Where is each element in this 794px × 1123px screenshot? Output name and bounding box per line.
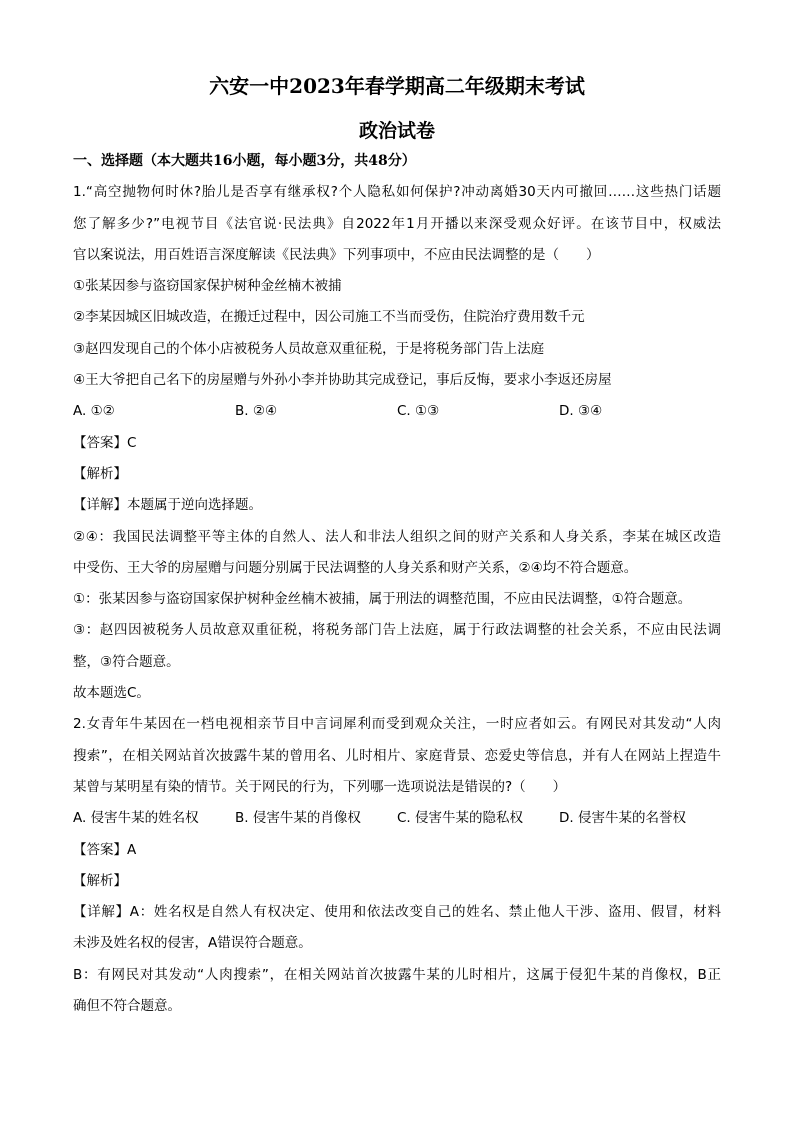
- detail-line: 确但不符合题意。: [73, 998, 181, 1015]
- option-d: D. 侵害牛某的名誉权: [559, 810, 686, 827]
- detail-line: 故本题选C。: [73, 685, 150, 702]
- question-stem-line: 某曾与某明星有染的情节。关于网民的行为，下列哪一选项说法是错误的?（ ）: [73, 778, 567, 795]
- question-stem-line: 搜索”，在相关网站首次披露牛某的曾用名、儿时相片、家庭背景、恋爱史等信息，并有人在网站上捏造牛: [73, 747, 721, 764]
- detail-line: ③：赵四因被税务人员故意双重征税，将税务部门告上法庭，属于行政法调整的社会关系，不应由民法调: [73, 622, 721, 639]
- question-stem-line: 您了解多少?”电视节目《法官说·民法典》自2022年1月开播以来深受观众好评。在该节目中，权威法: [73, 215, 721, 232]
- detail-line: 中受伤、王大爷的房屋赠与问题分别属于民法调整的人身关系和财产关系，②④均不符合题意。: [73, 559, 638, 576]
- detail-line: ②④：我国民法调整平等主体的自然人、法人和非法人组织之间的财产关系和人身关系，李某在城区改造: [73, 528, 721, 545]
- statement-item: ①张某因参与盗窃国家保护树种金丝楠木被捕: [73, 278, 342, 295]
- detail-line: 未涉及姓名权的侵害，A错误符合题意。: [73, 935, 312, 952]
- option-b: B. ②④: [235, 403, 278, 420]
- statement-item: ④王大爷把自己名下的房屋赠与外孙小李并协助其完成登记，事后反悔，要求小李返还房屋: [73, 372, 612, 389]
- answer-options: [73, 396, 721, 427]
- question-stem-line: 官以案说法，用百姓语言深度解读《民法典》下列事项中，不应由民法调整的是（ ）: [73, 246, 600, 263]
- question-stem-line: 1.“高空抛物何时休?胎儿是否享有继承权?个人隐私如何保护?冲动离婚30天内可撤回……这些热门话题: [73, 184, 721, 201]
- exam-subtitle: 政治试卷: [358, 120, 435, 142]
- option-d: D. ③④: [559, 403, 603, 420]
- option-b: B. 侵害牛某的肖像权: [235, 810, 361, 827]
- statement-item: ②李某因城区旧城改造，在搬迁过程中，因公司施工不当而受伤，住院治疗费用数千元: [73, 309, 585, 326]
- answer-label: 【答案】A: [73, 841, 137, 858]
- question-2: [73, 709, 721, 1022]
- statement-item: ③赵四发现自己的个体小店被税务人员故意双重征税，于是将税务部门告上法庭: [73, 340, 545, 357]
- question-1: [73, 177, 721, 709]
- question-stem-line: 2.女青年牛某因在一档电视相亲节目中言词犀利而受到观众关注，一时应者如云。有网民对其发动“人肉: [73, 716, 721, 733]
- detail-line: 【详解】本题属于逆向选择题。: [73, 497, 262, 514]
- detail-line: B：有网民对其发动“人肉搜索”，在相关网站首次披露牛某的儿时相片，这属于侵犯牛某的肖像权，B正: [73, 966, 721, 983]
- option-a: A. 侵害牛某的姓名权: [73, 810, 199, 827]
- detail-line: ①：张某因参与盗窃国家保护树种金丝楠木被捕，属于刑法的调整范围，不应由民法调整，①符合题意。: [73, 591, 692, 608]
- answer-label: 【答案】C: [73, 434, 137, 451]
- answer-options: [73, 803, 721, 834]
- section-heading: 一、选择题（本大题共16小题，每小题3分，共48分）: [73, 153, 416, 169]
- option-c: C. ①③: [397, 403, 440, 420]
- analysis-label: 【解析】: [73, 465, 127, 482]
- analysis-label: 【解析】: [73, 872, 127, 889]
- detail-line: 【详解】A：姓名权是自然人有权决定、使用和依法改变自己的姓名、禁止他人干涉、盗用、假冒，材料: [73, 904, 721, 921]
- detail-line: 整，③符合题意。: [73, 653, 180, 670]
- option-c: C. 侵害牛某的隐私权: [397, 810, 524, 827]
- document-body: [73, 146, 721, 1022]
- exam-title: 六安一中2023年春学期高二年级期末考试: [209, 74, 585, 98]
- option-a: A. ①②: [73, 403, 115, 420]
